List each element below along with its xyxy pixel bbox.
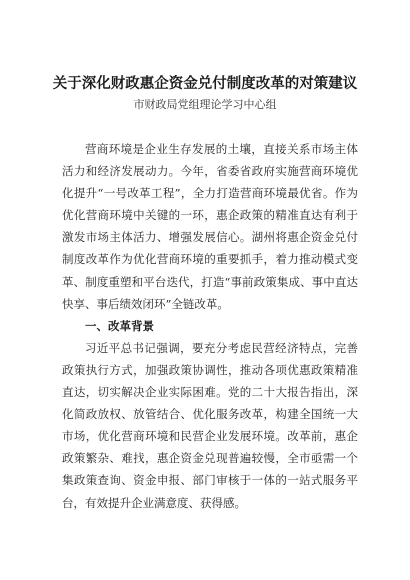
intro-paragraph: 营商环境是企业生存发展的土壤，直接关系市场主体活力和经济发展动力。今年，省委省政府实施营商环境优化提升“一号改革工程”，全力打造营商环境最优省。作为优化营商环境中关键的一环，惠企政策的精准直达有利于激发市场主体活力、增强发展信心。湖州将惠企资金兑付制度改革作为优化营商环境的重要抓手，着力推动模式变革、制度重塑和平台迭代，打造“事前政策集成、事中直达快享、事后绩效闭环”全链改革。 bbox=[62, 142, 358, 311]
section-paragraph-background: 习近平总书记强调，要充分考虑民营经济特点，完善政策执行方式，加强政策协调性，推动各项优惠政策精准直达，切实解决企业实际困难。党的二十大报告指出，深化简政放权、放管结合、优化服务改革，构建全国统一大市场，优化营商环境和民营企业发展环境。改革前，惠企政策繁杂、难找，惠企资金兑现普遍较慢，全市亟需一个集政策查询、资金申报、部门审核于一体的一站式服务平台，有效提升企业满意度、获得感。 bbox=[62, 340, 358, 510]
document-title: 关于深化财政惠企资金兑付制度改革的对策建议 bbox=[52, 75, 358, 92]
section-heading-background: 一、改革背景 bbox=[85, 318, 154, 333]
document-author: 市财政局党组理论学习中心组 bbox=[133, 98, 277, 111]
document-body bbox=[62, 138, 358, 514]
